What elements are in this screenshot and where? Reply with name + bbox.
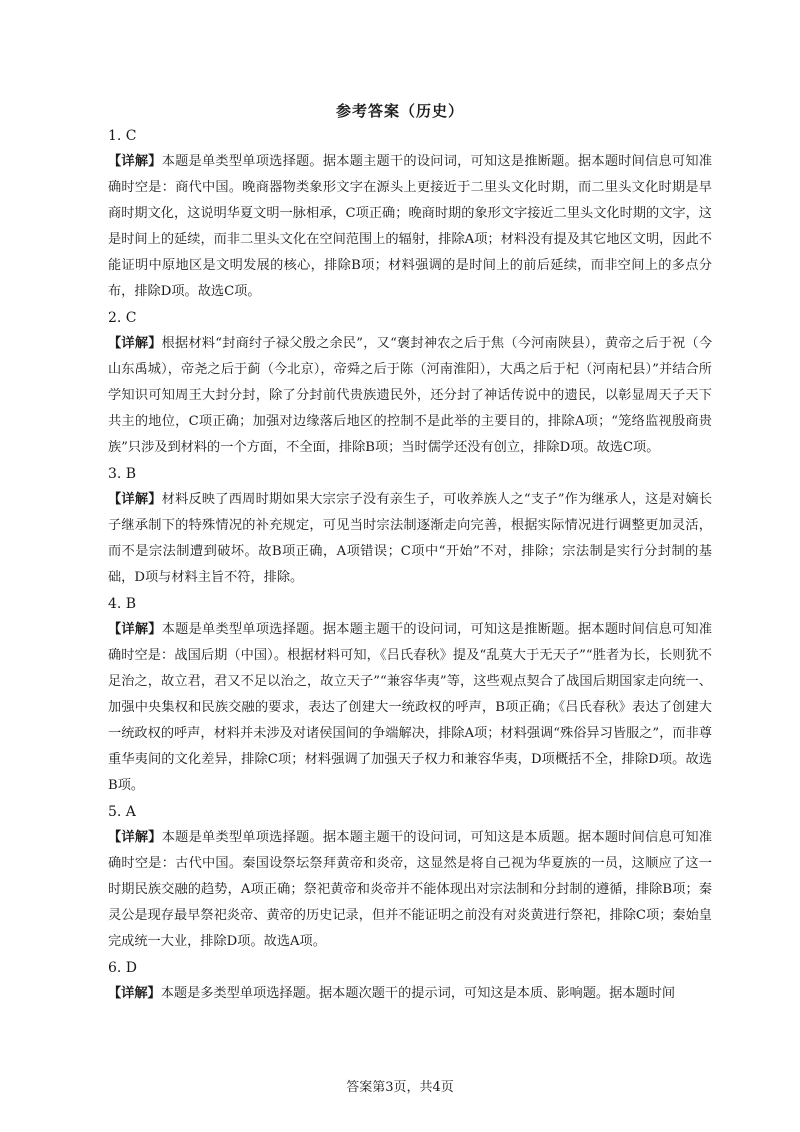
answer-number: 4. B	[108, 596, 137, 612]
explanation-text: 材料反映了西周时期如果大宗宗子没有亲生子，可收养族人之“支子”作为继承人，这是对嫡长子继承制下的特殊情况的补充规定，可见当时宗法制逐渐走向完善，根据实际情况进行调整更加灵活，而不是宗法制遭到破坏。故B项正确，A项错误；C项中“开始”不对，排除；宗法制是实行分封制的基础，D项与材料主旨不符，排除。	[108, 492, 713, 585]
page-title: 参考答案（历史）	[335, 102, 464, 120]
answer-list	[108, 123, 712, 1007]
answer-explanation	[108, 149, 712, 305]
answer-explanation	[108, 331, 712, 461]
detail-tag: 【详解】	[108, 336, 162, 351]
explanation-text: 本题是单类型单项选择题。据本题主题干的设问词，可知这是本质题。据本题时间信息可知准确时空是：古代中国。秦国设祭坛祭拜黄帝和炎帝，这显然是将自己视为华夏族的一员，这顺应了这一时期民族交融的趋势，A项正确；祭祀黄帝和炎帝并不能体现出对宗法制和分封制的遵循，排除B项；秦灵公是现存最早祭祀炎帝、黄帝的历史记录，但并不能证明之前没有对炎黄进行祭祀，排除C项；秦始皇完成统一大业，排除D项。故选A项。	[108, 830, 713, 949]
answer-explanation	[108, 617, 712, 799]
answer-explanation	[108, 487, 712, 591]
answer-item	[108, 305, 712, 461]
answer-number: 2. C	[108, 310, 137, 326]
answer-number: 1. C	[108, 128, 137, 144]
detail-tag: 【详解】	[108, 622, 162, 637]
explanation-text: 本题是多类型单项选择题。据本题次题干的提示词，可知这是本质、影响题。据本题时间	[160, 986, 676, 1001]
detail-tag: 【详解】	[108, 154, 162, 169]
answer-item	[108, 955, 712, 1007]
answer-explanation	[108, 825, 712, 955]
answer-item	[108, 799, 712, 955]
answer-item	[108, 123, 712, 305]
detail-tag: 【详解】	[108, 830, 162, 845]
answer-item	[108, 591, 712, 799]
answer-number: 3. B	[108, 466, 137, 482]
detail-tag: 【详解】	[108, 492, 162, 507]
page-footer: 答案第3页，共4页	[346, 1080, 454, 1095]
explanation-text: 本题是单类型单项选择题。据本题主题干的设问词，可知这是推断题。据本题时间信息可知准确时空是：战国后期（中国）。根据材料可知，《吕氏春秋》提及“乱莫大于无天子”“胜者为长，长则犹不足治之，故立君，君又不足以治之，故立天子”“兼容华夷”等，这些观点契合了战国后期国家走向统一、加强中央集权和民族交融的要求，表达了创建大一统政权的呼声，B项正确；《吕氏春秋》表达了创建大一统政权的呼声，材料并未涉及对诸侯国间的争端解决，排除A项；材料强调“殊俗异习皆服之”，而非尊重华夷间的文化差异，排除C项；材料强调了加强天子权力和兼容华夷，D项概括不全，排除D项。故选B项。	[108, 622, 713, 793]
answer-number: 6. D	[108, 960, 138, 976]
answer-explanation	[108, 981, 712, 1007]
detail-tag: 【详解】	[108, 986, 161, 1001]
answer-number: 5. A	[108, 804, 136, 820]
explanation-text: 本题是单类型单项选择题。据本题主题干的设问词，可知这是推断题。据本题时间信息可知准确时空是：商代中国。晚商器物类象形文字在源头上更接近于二里头文化时期，而二里头文化时期是早商时期文化，这说明华夏文明一脉相承，C项正确；晚商时期的象形文字接近二里头文化时期的文字，这是时间上的延续，而非二里头文化在空间范围上的辐射，排除A项；材料没有提及其它地区文明，因此不能证明中原地区是文明发展的核心，排除B项；材料强调的是时间上的前后延续，而非空间上的多点分布，排除D项。故选C项。	[108, 154, 713, 299]
explanation-text: 根据材料“封商纣子禄父殷之余民”，又“褒封神农之后于焦（今河南陕县），黄帝之后于祝（今山东禹城），帝尧之后于蓟（今北京），帝舜之后于陈（河南淮阳），大禹之后于杞（河南杞县）”并结合所学知识可知周王大封分封，除了分封前代贵族遗民外，还分封了神话传说中的遗民，以彰显周天子天下共主的地位，C项正确；加强对边缘落后地区的控制不是此举的主要目的，排除A项；“笼络监视殷商贵族”只涉及到材料的一个方面，不全面，排除B项；当时儒学还没有创立，排除D项。故选C项。	[108, 336, 713, 455]
answer-item	[108, 461, 712, 591]
